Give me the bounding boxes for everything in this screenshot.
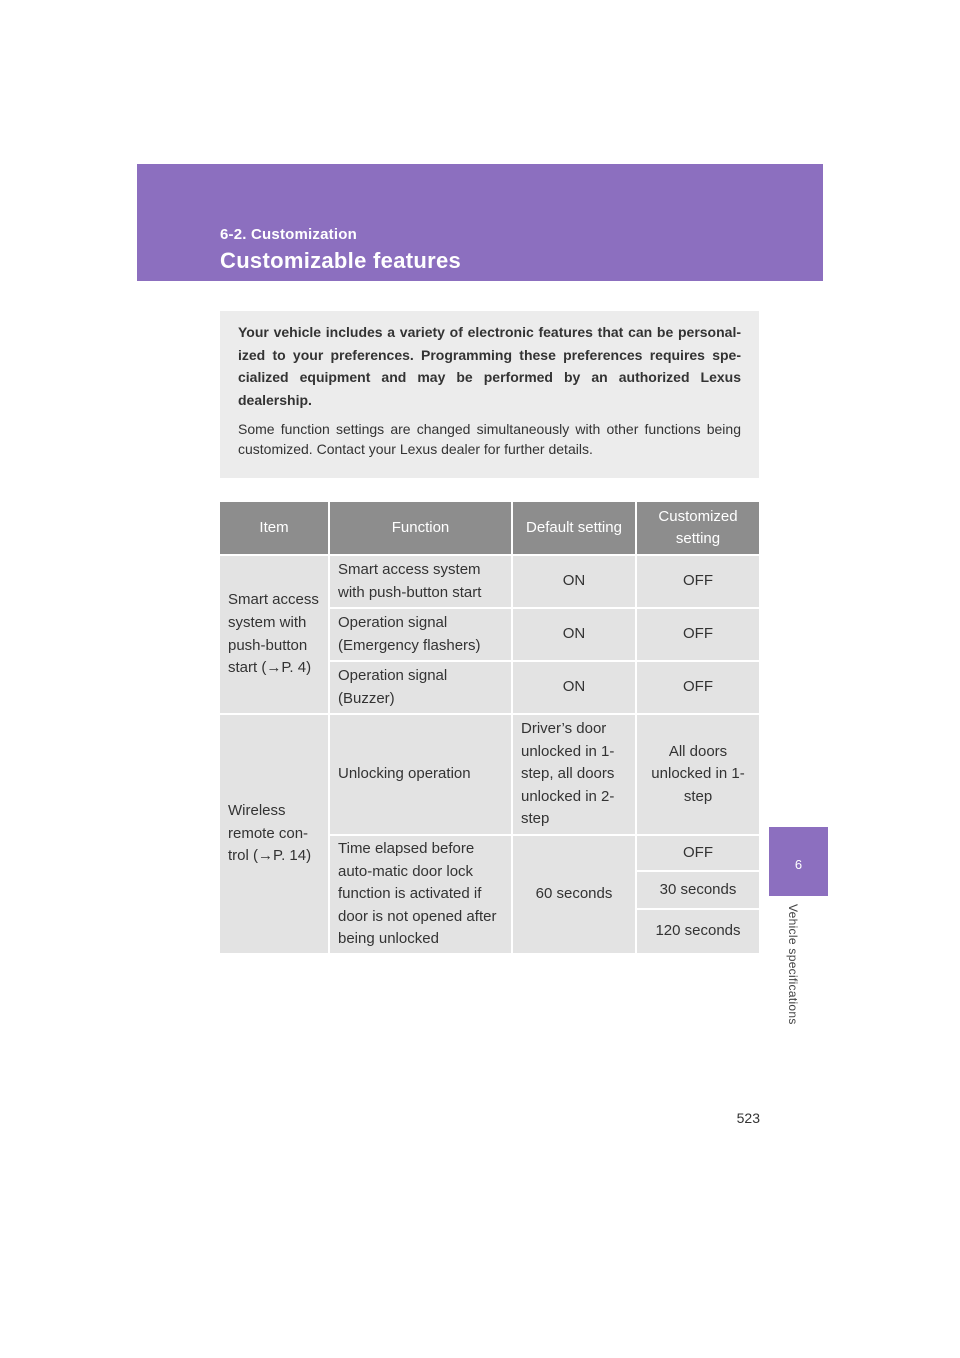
customized-option-30s: 30 seconds xyxy=(636,871,759,909)
section-label: 6-2. Customization xyxy=(220,226,357,243)
chapter-tab[interactable] xyxy=(769,827,828,896)
page-title: Customizable features xyxy=(220,248,462,273)
page-number: 523 xyxy=(736,1110,760,1126)
intro-box xyxy=(220,311,759,478)
header-item: Item xyxy=(220,502,329,555)
function-cell: Unlocking operation xyxy=(329,714,512,835)
table-row xyxy=(220,555,759,608)
customized-cell: OFF xyxy=(636,608,759,661)
intro-bold-text: Your vehicle includes a variety of electronic features that can be personal-ized to your preferences. Programming these preferences requires spe-cialized equipment and may be performed by an authorized Lexus dealership. xyxy=(238,324,741,408)
item-smart-access: Smart access system with push-button start (→P. 4) xyxy=(220,555,329,714)
customized-cell: OFF xyxy=(636,661,759,714)
function-cell: Operation signal (Buzzer) xyxy=(329,661,512,714)
function-cell: Smart access system with push-button start xyxy=(329,555,512,608)
table-row xyxy=(220,714,759,835)
header-function: Function xyxy=(329,502,512,555)
item-wireless-remote: Wireless remote con-trol (→P. 14) xyxy=(220,714,329,953)
default-cell: ON xyxy=(512,661,636,714)
chapter-number: 6 xyxy=(794,857,803,872)
customized-cell: OFF xyxy=(636,555,759,608)
function-cell: Time elapsed before auto-matic door lock function is activated if door is not opened after being unlocked xyxy=(329,835,512,953)
default-cell: Driver’s door unlocked in 1-step, all doors unlocked in 2-step xyxy=(512,714,636,835)
default-cell: ON xyxy=(512,608,636,661)
customizable-features-table xyxy=(220,502,759,953)
default-cell: ON xyxy=(512,555,636,608)
chapter-label: Vehicle specifications xyxy=(786,904,800,1025)
customized-cell: All doors unlocked in 1-step xyxy=(636,714,759,835)
header-customized-setting: Customized setting xyxy=(636,502,759,555)
customized-option-120s: 120 seconds xyxy=(636,909,759,953)
function-cell: Operation signal (Emergency flashers) xyxy=(329,608,512,661)
table-header-row xyxy=(220,502,759,555)
header-default-setting: Default setting xyxy=(512,502,636,555)
customized-option-off: OFF xyxy=(636,835,759,871)
default-cell: 60 seconds xyxy=(512,835,636,953)
intro-note-text: Some function settings are changed simultaneously with other functions being customized. Contact your Lexus dealer for further details. xyxy=(238,421,741,458)
